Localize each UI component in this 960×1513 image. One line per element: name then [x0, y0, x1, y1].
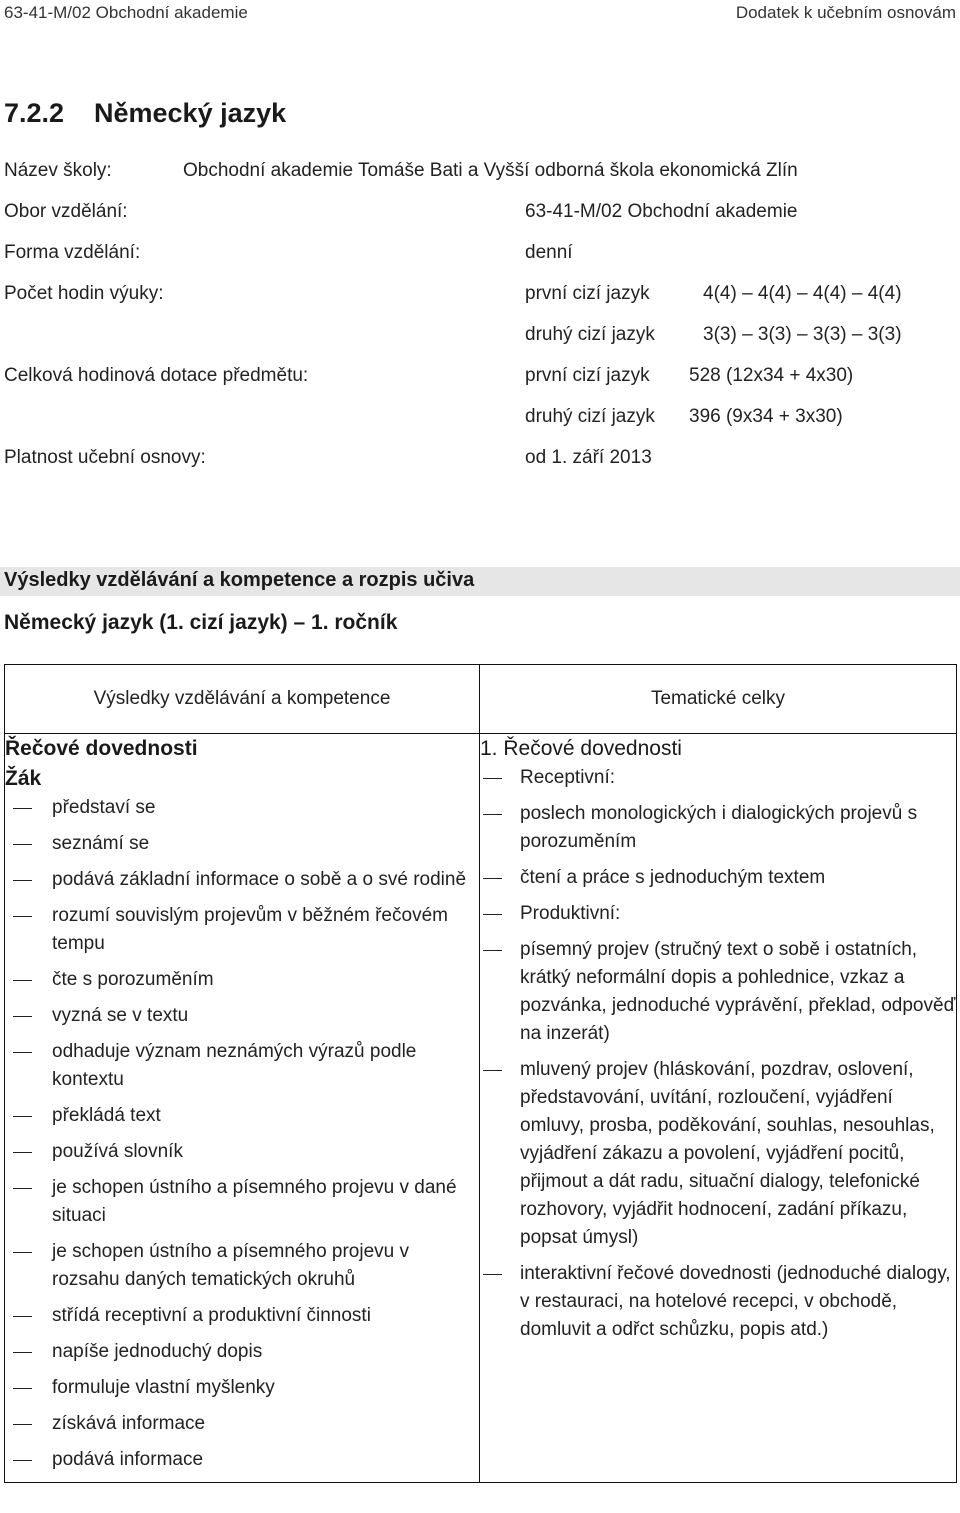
form-value: denní	[525, 242, 573, 263]
outcomes-cell	[5, 734, 480, 1483]
form-label: Forma vzdělání:	[4, 242, 141, 263]
list-item: podává informace	[5, 1446, 479, 1474]
hours-label: Počet hodin výuky:	[4, 283, 164, 304]
list-item: napíše jednoduchý dopis	[5, 1338, 479, 1366]
total-lang-1: první cizí jazyk	[525, 365, 650, 386]
outcomes-subheading: Žák	[5, 767, 42, 790]
list-item: střídá receptivní a produktivní činnosti	[5, 1302, 479, 1330]
section-title: Výsledky vzdělávání a kompetence a rozpis učiva	[4, 569, 475, 591]
list-item: písemný projev (stručný text o sobě i ostatních, krátký neformální dopis a pohlednice, vzkaz a pozvánka, jednoduché vyprávění, překlad, odpověď na inzerát)	[480, 936, 956, 1048]
list-item: překládá text	[5, 1102, 479, 1130]
total-label: Celková hodinová dotace předmětu:	[4, 365, 309, 386]
list-item: vyzná se v textu	[5, 1002, 479, 1030]
list-item: čtení a práce s jednoduchým textem	[480, 864, 956, 892]
column-header-outcomes: Výsledky vzdělávání a kompetence	[5, 665, 480, 734]
list-item: představí se	[5, 794, 479, 822]
list-item: poslech monologických i dialogických projevů s porozuměním	[480, 800, 956, 856]
field-value: 63-41-M/02 Obchodní akademie	[525, 201, 798, 222]
list-item: seznámí se	[5, 830, 479, 858]
list-item: odhaduje význam neznámých výrazů podle kontextu	[5, 1038, 479, 1094]
list-item: používá slovník	[5, 1138, 479, 1166]
outcomes-list	[5, 794, 479, 1474]
total-lang-2: druhý cizí jazyk	[525, 406, 655, 427]
total-value-2: 396 (9x34 + 3x30)	[689, 406, 843, 427]
header-right: Dodatek k učebním osnovám	[735, 3, 956, 22]
page-title	[4, 98, 286, 129]
title-text: Německý jazyk	[94, 98, 287, 128]
hours-values-1: 4(4) – 4(4) – 4(4) – 4(4)	[703, 283, 902, 304]
list-item: podává základní informace o sobě a o své rodině	[5, 866, 479, 894]
list-item: interaktivní řečové dovednosti (jednoduché dialogy, v restauraci, na hotelové recepci, v obchodě, domluvit a odřct schůzku, popis atd.)	[480, 1260, 956, 1344]
topics-heading: 1. Řečové dovednosti	[480, 737, 682, 760]
validity-label: Platnost učební osnovy:	[4, 447, 206, 468]
topics-cell	[480, 734, 957, 1483]
hours-values-2: 3(3) – 3(3) – 3(3) – 3(3)	[703, 324, 902, 345]
school-value: Obchodní akademie Tomáše Bati a Vyšší odborná škola ekonomická Zlín	[183, 160, 798, 181]
total-value-1: 528 (12x34 + 4x30)	[689, 365, 854, 386]
section-subtitle: Německý jazyk (1. cizí jazyk) – 1. ročník	[4, 611, 398, 634]
column-header-topics: Tematické celky	[480, 665, 957, 734]
curriculum-table	[4, 664, 957, 1483]
topics-list	[480, 764, 956, 1344]
header-left: 63-41-M/02 Obchodní akademie	[4, 3, 248, 22]
list-item: formuluje vlastní myšlenky	[5, 1374, 479, 1402]
list-item: mluvený projev (hláskování, pozdrav, oslovení, představování, uvítání, rozloučení, vyjádření omluvy, prosba, poděkování, souhlas, nesouhlas, vyjádření zákazu a povolení, vyjádření pocitů, přijmout a dát radu, situační dialogy, telefonické rozhovory, vyjádřit hodnocení, zadání příkazu, popsat úmysl)	[480, 1056, 956, 1252]
list-item: je schopen ústního a písemného projevu v rozsahu daných tematických okruhů	[5, 1238, 479, 1294]
hours-lang-2: druhý cizí jazyk	[525, 324, 655, 345]
list-item: čte s porozuměním	[5, 966, 479, 994]
title-number: 7.2.2	[4, 98, 65, 128]
validity-value: od 1. září 2013	[525, 447, 652, 468]
list-item: získává informace	[5, 1410, 479, 1438]
outcomes-heading: Řečové dovednosti	[5, 737, 198, 760]
list-item: Receptivní:	[480, 764, 956, 792]
school-label: Název školy:	[4, 160, 112, 181]
field-label: Obor vzdělání:	[4, 201, 128, 222]
list-item: Produktivní:	[480, 900, 956, 928]
list-item: rozumí souvislým projevům v běžném řečovém tempu	[5, 902, 479, 958]
hours-lang-1: první cizí jazyk	[525, 283, 650, 304]
list-item: je schopen ústního a písemného projevu v dané situaci	[5, 1174, 479, 1230]
